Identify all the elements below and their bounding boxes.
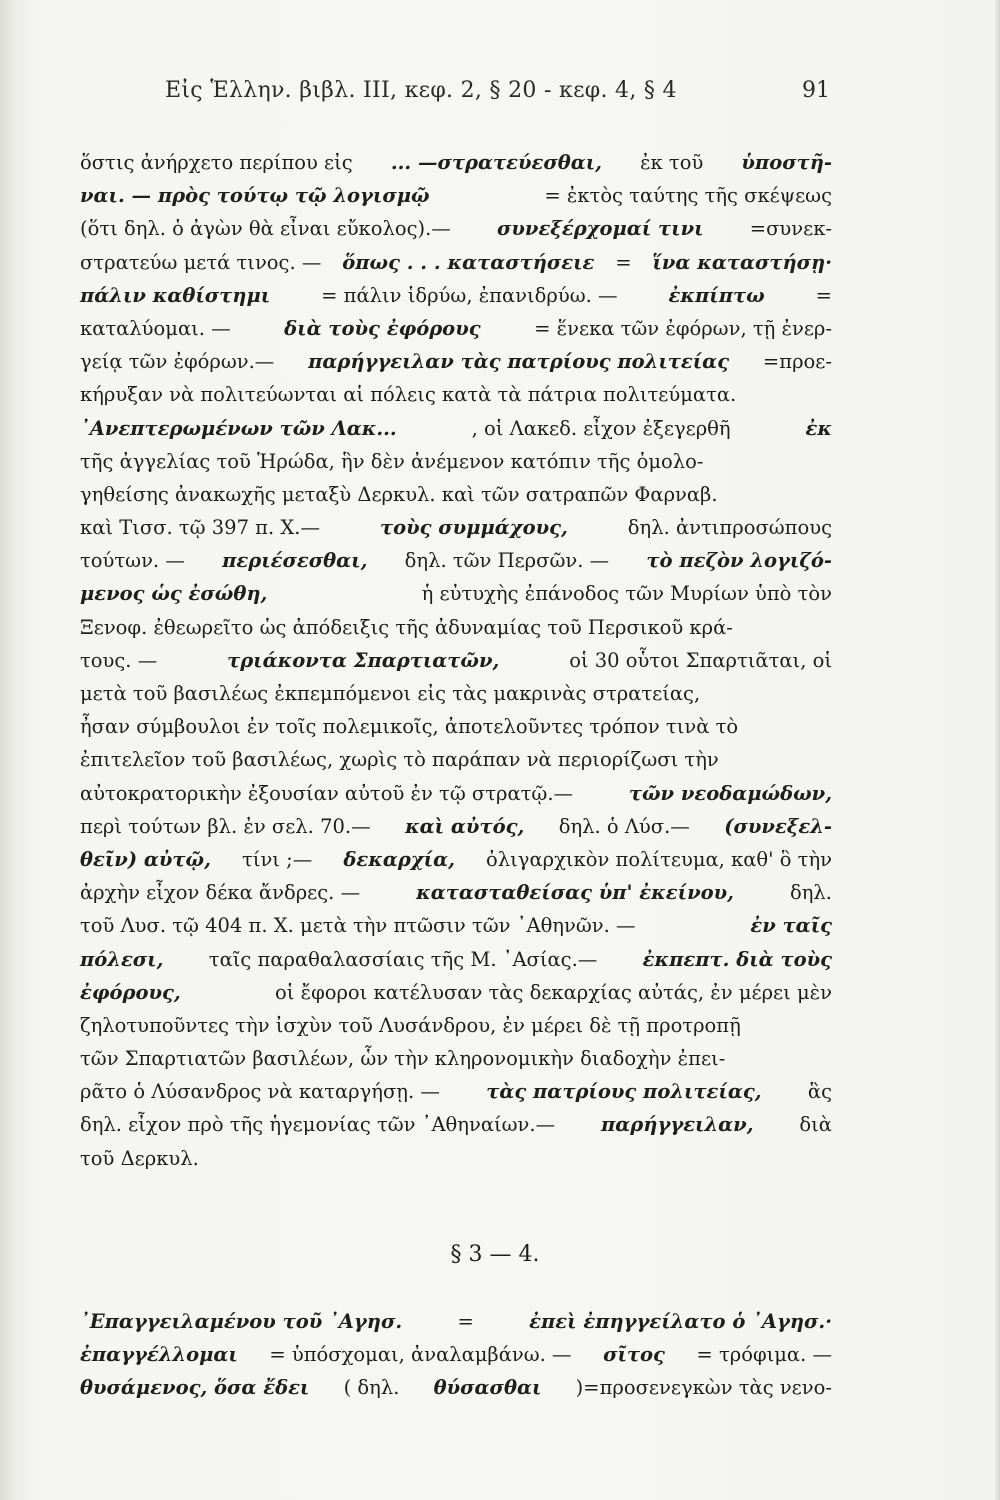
- gloss-text: τίνι ;—: [242, 847, 313, 871]
- text-line: [80, 611, 832, 644]
- gloss-text: Ξενοφ. ἐθεωρεῖτο ὡς ἀπόδειξις τῆς ἀδυναμίας τοῦ Περσικοῦ κρά-: [80, 615, 733, 639]
- gloss-text: =προε-: [762, 350, 832, 374]
- text-line: [80, 544, 832, 577]
- text-line: [80, 345, 832, 378]
- lemma-term: καὶ αὐτός,: [405, 814, 525, 838]
- page-number: 91: [802, 78, 830, 103]
- text-line: [80, 644, 832, 677]
- gloss-text: μετὰ τοῦ βασιλέως ἐκπεμπόμενοι εἰς τὰς μακρινὰς στρατείας,: [80, 682, 701, 705]
- gloss-text: δηλ. εἶχον πρὸ τῆς ἡγεμονίας τῶν ᾿Αθηναίων.—: [80, 1113, 556, 1137]
- lemma-term: ἐπεὶ ἐπηγγείλατο ὁ ᾿Αγησ.·: [529, 1310, 832, 1333]
- gloss-text: ρᾶτο ὁ Λύσανδρος νὰ καταργήσῃ. —: [80, 1080, 440, 1104]
- text-line: [80, 179, 832, 212]
- gloss-text: ( δηλ.: [343, 1376, 400, 1400]
- text-line: [80, 445, 832, 478]
- text-line: [80, 511, 832, 544]
- gloss-text: καταλύομαι. —: [80, 316, 231, 340]
- gloss-text: δηλ.: [790, 881, 832, 905]
- lemma-term: ὅπως . . . καταστήσειε: [342, 250, 595, 274]
- lemma-term: ὑποστῆ-: [741, 151, 832, 174]
- gloss-text: ἀρχὴν εἶχον δέκα ἄνδρες. —: [80, 881, 361, 905]
- lemma-term: θύσασθαι: [433, 1376, 542, 1400]
- lemma-term: περιέσεσθαι,: [222, 549, 368, 573]
- text-line: [80, 478, 832, 511]
- gloss-text: = ἕνεκα τῶν ἐφόρων, τῇ ἐνερ-: [534, 316, 832, 340]
- lemma-term: ἐκπεπτ. διὰ τοὺς: [642, 947, 832, 971]
- lemma-term: παρήγγειλαν,: [601, 1113, 754, 1137]
- text-line: [80, 677, 832, 710]
- gloss-text: )=προσενεγκὼν τὰς νενο-: [575, 1376, 832, 1400]
- lemma-term: ἐν ταῖς: [750, 914, 832, 938]
- gloss-text: περὶ τούτων βλ. ἐν σελ. 70.—: [80, 814, 371, 838]
- text-line: [80, 146, 832, 179]
- running-header-title: Εἰς Ἑλλην. βιβλ. ΙΙΙ, κεφ. 2, § 20 - κεφ. 4, § 4: [165, 78, 677, 103]
- gloss-text: = τρόφιμα. —: [696, 1343, 832, 1367]
- text-line: [80, 743, 832, 776]
- gloss-text: δηλ. ὁ Λύσ.—: [558, 814, 690, 838]
- lemma-term: θεῖν) αὐτῷ,: [80, 847, 211, 871]
- text-line: [80, 943, 832, 976]
- lemma-term: τοὺς συμμάχους,: [379, 516, 568, 540]
- lemma-term: ναι. — πρὸς τούτῳ τῷ λογισμῷ: [80, 184, 430, 208]
- lemma-term: ᾿Επαγγειλαμένου τοῦ ᾿Αγησ.: [80, 1310, 403, 1333]
- text-line: [80, 810, 832, 843]
- text-line: [80, 909, 832, 942]
- text-line: [80, 378, 832, 411]
- lemma-term: τριάκοντα Σπαρτιατῶν,: [227, 648, 500, 672]
- text-line: [80, 412, 832, 445]
- section-heading: § 3 — 4.: [450, 1242, 540, 1267]
- gloss-text: =συνεκ-: [749, 217, 832, 241]
- gloss-text: =: [457, 1310, 474, 1333]
- text-line: [80, 1305, 832, 1338]
- lemma-term: τῶν νεοδαμώδων,: [628, 781, 832, 805]
- text-line: [80, 1371, 832, 1404]
- commentary-text: [80, 146, 832, 1175]
- gloss-text: = ὑπόσχομαι, ἀναλαμβάνω. —: [269, 1343, 572, 1367]
- text-line: [80, 1075, 832, 1108]
- gloss-text: ἐκ τοῦ: [640, 151, 704, 174]
- lemma-term: πάλιν καθίστημι: [80, 283, 271, 307]
- gloss-text: καὶ Τισσ. τῷ 397 π. Χ.—: [80, 516, 320, 540]
- gloss-text: διὰ: [799, 1113, 832, 1137]
- lemma-term: διὰ τοὺς ἐφόρους: [284, 316, 481, 340]
- gloss-text: κήρυξαν νὰ πολιτεύωνται αἱ πόλεις κατὰ τὰ πάτρια πολιτεύματα.: [80, 383, 737, 407]
- gloss-text: ἃς: [807, 1080, 832, 1104]
- lemma-term: μενος ὡς ἐσώθη,: [80, 582, 268, 606]
- text-line: [80, 279, 832, 312]
- gloss-text: δηλ. ἀντιπροσώπους: [627, 516, 832, 540]
- lemma-term: ἵνα καταστήσῃ·: [652, 250, 832, 274]
- lemma-term: ἐκπίπτω: [668, 283, 765, 307]
- gloss-text: τοῦ Δερκυλ.: [80, 1146, 199, 1170]
- gloss-text: ἦσαν σύμβουλοι ἐν τοῖς πολεμικοῖς, ἀποτελοῦντες τρόπον τινὰ τὸ: [80, 715, 739, 739]
- lemma-term: ᾿Ανεπτερωμένων τῶν Λακ...: [80, 416, 397, 440]
- text-line: [80, 976, 832, 1009]
- gloss-text: τῆς ἀγγελίας τοῦ Ἡρώδα, ἣν δὲν ἀνέμενον κατόπιν τῆς ὁμολο-: [80, 449, 704, 473]
- text-line: [80, 312, 832, 345]
- lemma-term: τὰς πατρίους πολιτείας,: [486, 1080, 762, 1104]
- lemma-term: δεκαρχία,: [343, 847, 455, 871]
- gloss-text: ἡ εὐτυχὴς ἐπάνοδος τῶν Μυρίων ὑπὸ τὸν: [421, 582, 832, 606]
- lemma-term: ... —στρατεύεσθαι,: [390, 151, 602, 174]
- text-line: [80, 777, 832, 810]
- text-line: [80, 212, 832, 245]
- gloss-text: ζηλοτυποῦντες τὴν ἰσχὺν τοῦ Λυσάνδρου, ἐν μέρει δὲ τῇ προτροπῇ: [80, 1013, 741, 1037]
- text-line: [80, 1338, 832, 1371]
- gloss-text: αὐτοκρατορικὴν ἐξουσίαν αὐτοῦ ἐν τῷ στρατῷ.—: [80, 781, 574, 805]
- gloss-text: τους. —: [80, 648, 158, 672]
- section-commentary-text: [80, 1305, 832, 1405]
- lemma-term: πόλεσι,: [80, 947, 164, 971]
- lemma-term: θυσάμενος, ὅσα ἔδει: [80, 1376, 310, 1400]
- text-line: [80, 843, 832, 876]
- gloss-text: ὀλιγαρχικὸν πολίτευμα, καθ' ὃ τὴν: [486, 847, 832, 871]
- gloss-text: ὅστις ἀνήρχετο περίπου εἰς: [80, 151, 353, 174]
- lemma-term: (συνεξελ-: [724, 814, 832, 838]
- gloss-text: , οἱ Λακεδ. εἶχον ἐξεγερθῆ: [471, 416, 731, 440]
- lemma-term: ἐπαγγέλλομαι: [80, 1343, 238, 1367]
- gloss-text: = πάλιν ἱδρύω, ἐπανιδρύω. —: [321, 283, 618, 307]
- gloss-text: οἱ 30 οὗτοι Σπαρτιᾶται, οἱ: [569, 648, 832, 672]
- lemma-term: ἐφόρους,: [80, 980, 181, 1004]
- gloss-text: στρατεύω μετά τινος. —: [80, 250, 322, 274]
- lemma-term: τὸ πεζὸν λογιζό-: [646, 549, 832, 573]
- text-line: [80, 1142, 832, 1175]
- lemma-term: κατασταθείσας ὑπ' ἐκείνου,: [416, 881, 734, 905]
- text-line: [80, 1009, 832, 1042]
- text-line: [80, 1108, 832, 1141]
- lemma-term: παρήγγειλαν τὰς πατρίους πολιτείας: [308, 350, 730, 374]
- text-line: [80, 1042, 832, 1075]
- gloss-text: =: [615, 250, 632, 274]
- lemma-term: σῖτος: [603, 1343, 665, 1367]
- gloss-text: ταῖς παραθαλασσίαις τῆς Μ. ᾿Ασίας.—: [208, 947, 598, 971]
- text-line: [80, 577, 832, 610]
- gloss-text: τούτων. —: [80, 549, 185, 573]
- text-line: [80, 710, 832, 743]
- text-line: [80, 876, 832, 909]
- text-line: [80, 246, 832, 279]
- gloss-text: οἱ ἔφοροι κατέλυσαν τὰς δεκαρχίας αὐτάς, ἐν μέρει μὲν: [275, 980, 832, 1004]
- gloss-text: δηλ. τῶν Περσῶν. —: [404, 549, 610, 573]
- gloss-text: τῶν Σπαρτιατῶν βασιλέων, ὧν τὴν κληρονομικὴν διαδοχὴν ἐπει-: [80, 1047, 726, 1071]
- running-header: [165, 78, 830, 118]
- lemma-term: ἐκ: [805, 416, 832, 440]
- gloss-text: τοῦ Λυσ. τῷ 404 π. Χ. μετὰ τὴν πτῶσιν τῶν ᾿Αθηνῶν. —: [80, 914, 636, 938]
- gloss-text: =: [815, 283, 832, 307]
- gloss-text: γηθείσης ἀνακωχῆς μεταξὺ Δερκυλ. καὶ τῶν σατραπῶν Φαρναβ.: [80, 482, 718, 506]
- gloss-text: ἐπιτελεῖον τοῦ βασιλέως, χωρὶς τὸ παράπαν νὰ περιορίζωσι τὴν: [80, 748, 719, 772]
- gloss-text: = ἐκτὸς ταύτης τῆς σκέψεως: [544, 184, 832, 208]
- lemma-term: συνεξέρχομαί τινι: [497, 217, 704, 241]
- gloss-text: γείᾳ τῶν ἐφόρων.—: [80, 350, 275, 374]
- gloss-text: (ὅτι δηλ. ὁ ἀγὼν θὰ εἶναι εὔκολος).—: [80, 217, 451, 241]
